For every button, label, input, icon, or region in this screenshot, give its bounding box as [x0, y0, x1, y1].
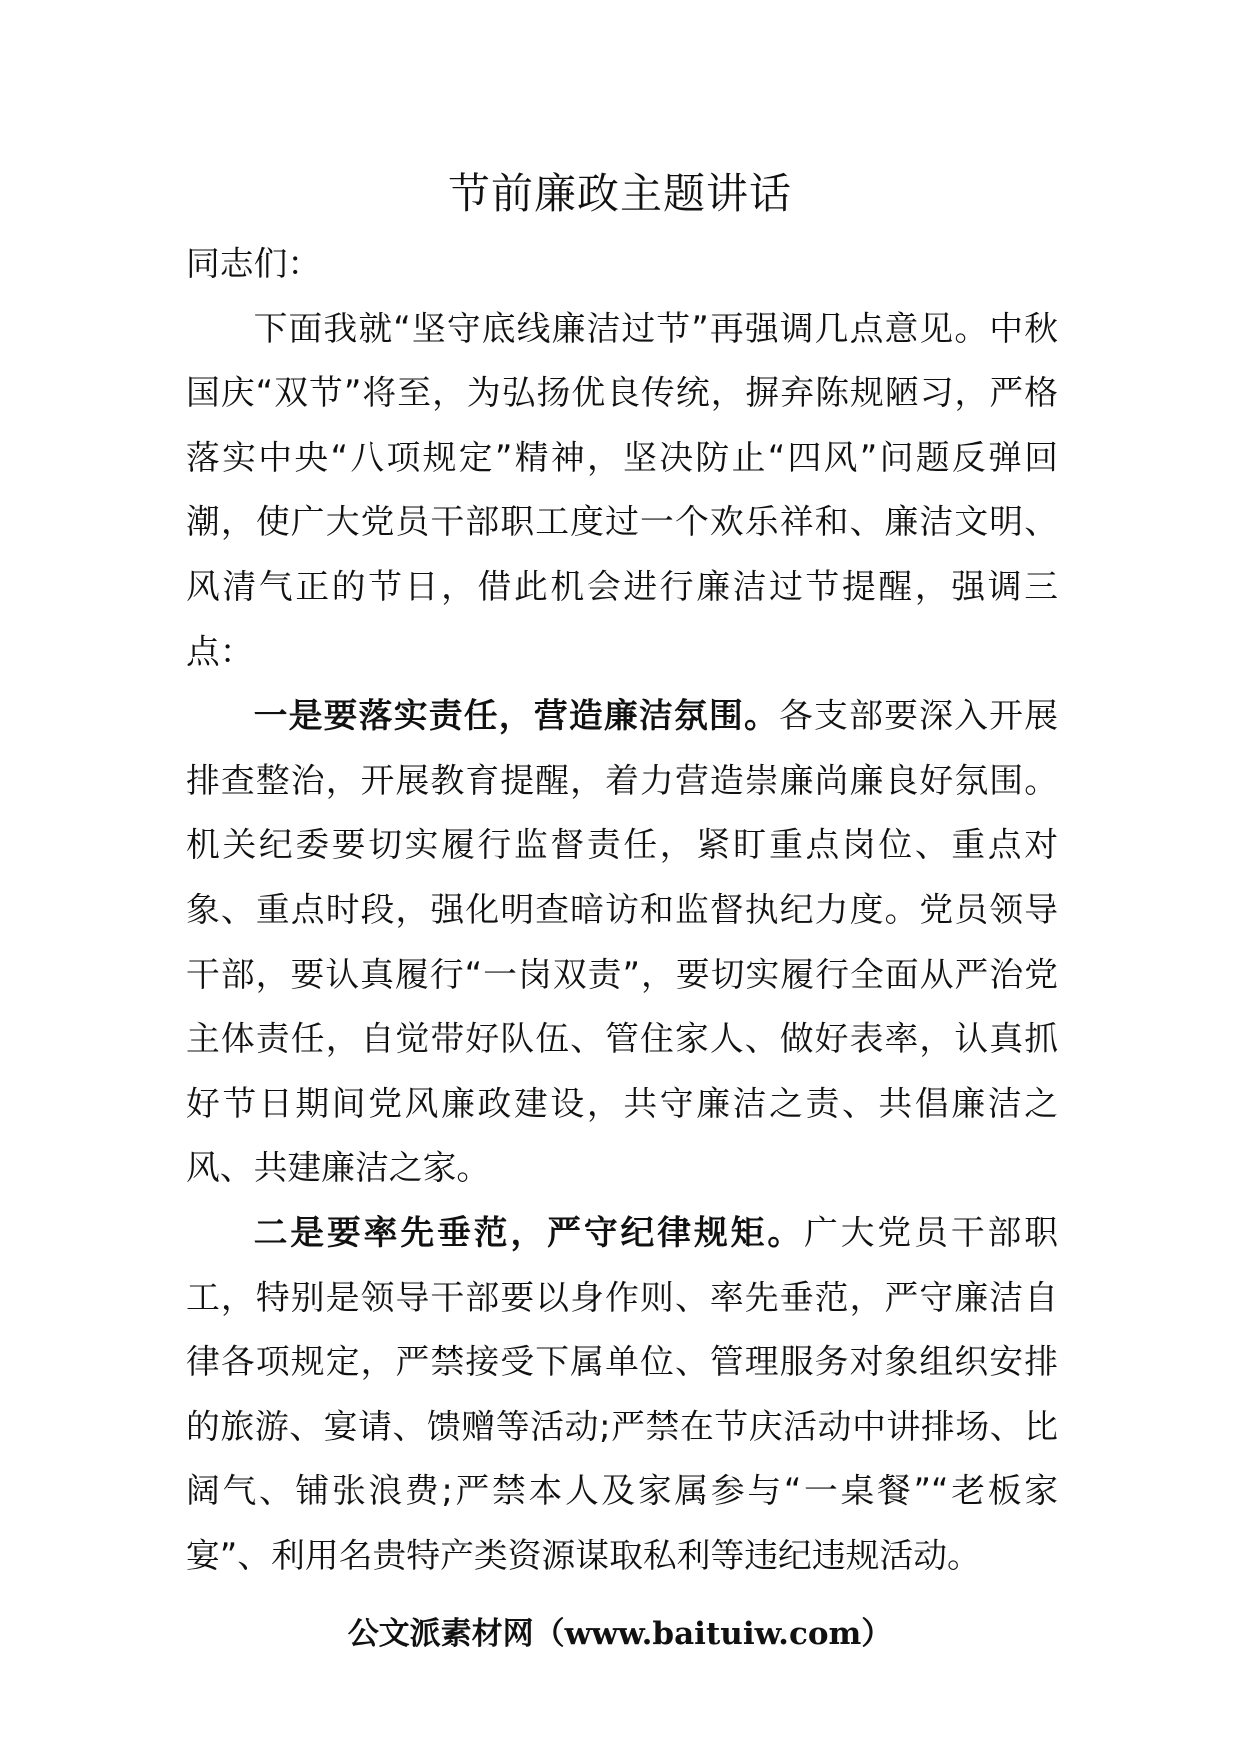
document-title: 节前廉政主题讲话	[447, 169, 792, 218]
point-two-text: 广大党员干部职工，特别是领导干部要以身作则、率先垂范，严守廉洁自律各项规定，严禁接受下属单位、管理服务对象组织安排的旅游、宴请、馈赠等活动;严禁在节庆活动中讲排场、比阔气、铺张浪费;严禁本人及家属参与“一桌餐”“老板家宴”、利用名贵特产类资源谋取私利等违纪违规活动。	[186, 1212, 1059, 1575]
intro-paragraph: 下面我就“坚守底线廉洁过节”再强调几点意见。中秋国庆“双节”将至，为弘扬优良传统，摒弃陈规陋习，严格落实中央“八项规定”精神，坚决防止“四风”问题反弹回潮，使广大党员干部职工度过一个欢乐祥和、廉洁文明、风清气正的节日，借此机会进行廉洁过节提醒，强调三点：	[186, 308, 1058, 671]
point-one-lead: 一是要落实责任，营造廉洁氛围。	[253, 696, 780, 736]
footer-watermark: 公文派素材网（www.baituiw.com）	[347, 1616, 893, 1652]
point-two-lead: 二是要率先垂范，严守纪律规矩。	[253, 1212, 805, 1252]
document-body	[186, 232, 1058, 1588]
point-two-paragraph	[186, 1201, 1058, 1589]
salutation: 同志们：	[186, 244, 322, 283]
point-one-text: 各支部要深入开展排查整治，开展教育提醒，着力营造崇廉尚廉良好氛围。机关纪委要切实履行监督责任，紧盯重点岗位、重点对象、重点时段，强化明查暗访和监督执纪力度。党员领导干部，要认真履行“一岗双责”，要切实履行全面从严治党主体责任，自觉带好队伍、管住家人、做好表率，认真抓好节日期间党风廉政建设，共守廉洁之责、共倡廉洁之风、共建廉洁之家。	[186, 696, 1059, 1188]
point-one-paragraph	[186, 684, 1058, 1201]
